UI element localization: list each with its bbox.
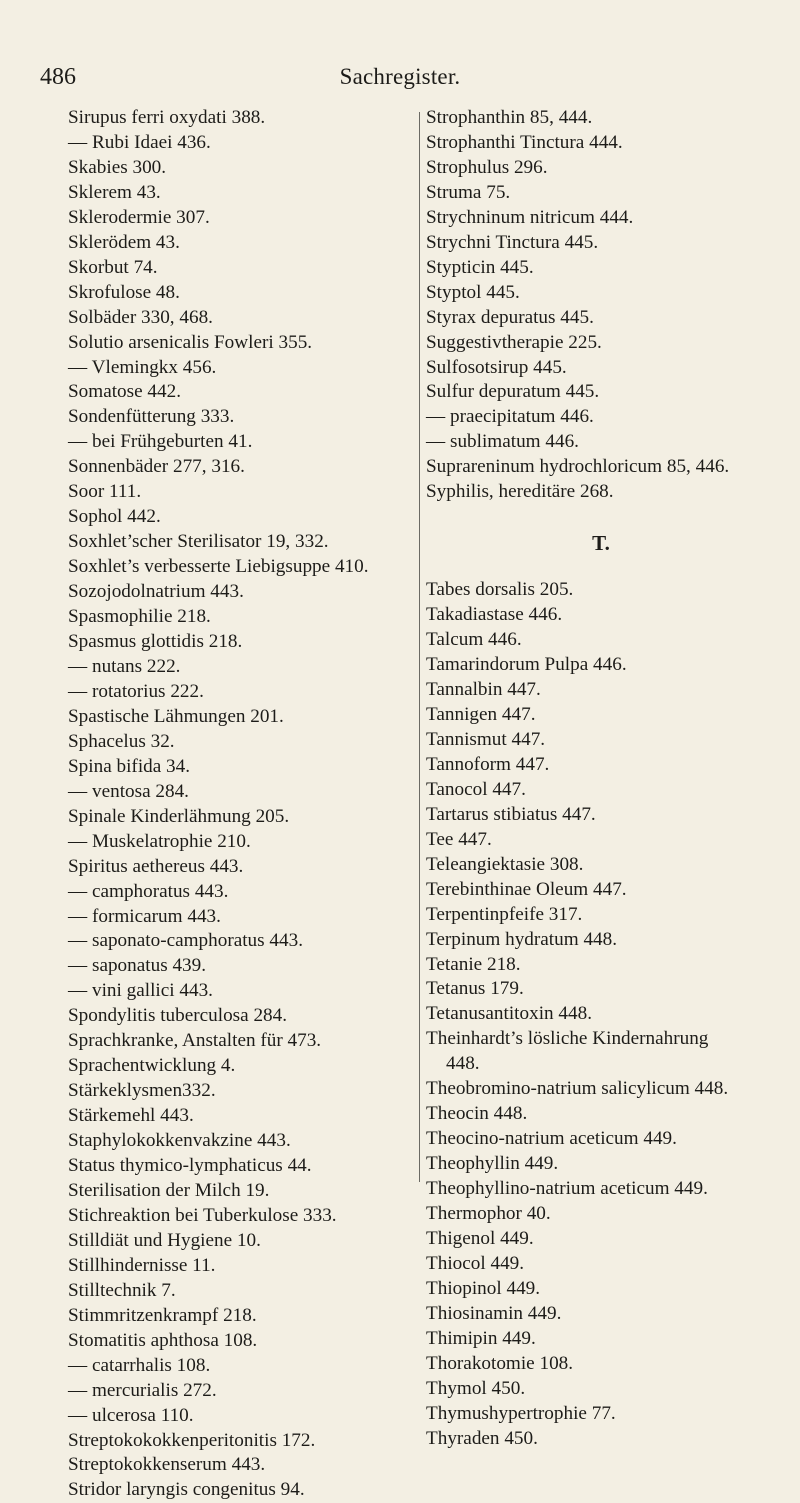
index-entry: Spiritus aethereus 443. <box>68 855 244 877</box>
index-entry: — nutans 222. <box>68 655 181 677</box>
index-entry: Stillhindernisse 11. <box>68 1254 216 1276</box>
index-entry: Thimipin 449. <box>426 1327 536 1349</box>
index-entry: — saponato-camphoratus 443. <box>68 930 303 952</box>
index-entry: — bei Frühgeburten 41. <box>68 431 253 453</box>
index-entry: Sirupus ferri oxydati 388. <box>68 107 266 128</box>
index-entry: Soxhlet’s verbesserte Liebigsuppe 410. <box>68 556 369 578</box>
index-entry: Skorbut 74. <box>68 256 158 278</box>
index-entry: Spondylitis tuberculosa 284. <box>68 1005 288 1027</box>
index-entry: Thymushypertrophie 77. <box>426 1402 616 1424</box>
index-entry: Spinale Kinderlähmung 205. <box>68 805 290 827</box>
index-entry: Theophyllin 449. <box>426 1153 559 1175</box>
index-entry: Sklerödem 43. <box>68 231 180 253</box>
index-entry: Sprachkranke, Anstalten für 473. <box>68 1030 322 1052</box>
index-entry: Terpinum hydratum 448. <box>426 928 618 950</box>
index-entry: — sublimatum 446. <box>426 431 579 453</box>
index-entry: Spastische Lähmungen 201. <box>68 705 284 727</box>
index-entry: Stilltechnik 7. <box>68 1279 176 1301</box>
index-entry: Stichreaktion bei Tuberkulose 333. <box>68 1204 337 1226</box>
index-entry: Tannismut 447. <box>426 728 546 750</box>
index-entry: Solutio arsenicalis Fowleri 355. <box>68 331 313 353</box>
index-entry: Tabes dorsalis 205. <box>426 579 574 601</box>
index-entry: Sonnenbäder 277, 316. <box>68 456 245 478</box>
index-entry: Tanocol 447. <box>426 778 526 800</box>
index-entry: — Rubi Idaei 436. <box>68 131 211 153</box>
index-entry: Sulfosotsirup 445. <box>426 356 567 378</box>
index-entry: Tetanusantitoxin 448. <box>426 1003 592 1025</box>
index-entry: Tamarindorum Pulpa 446. <box>426 654 627 676</box>
index-entry: Syphilis, hereditäre 268. <box>426 481 614 503</box>
index-entry: Styrax depuratus 445. <box>426 306 594 328</box>
index-entry: Solbäder 330, 468. <box>68 306 213 328</box>
index-entry: Skabies 300. <box>68 156 167 178</box>
index-group-t <box>426 578 776 1451</box>
index-entry: — ventosa 284. <box>68 780 189 802</box>
index-entry: Tetanie 218. <box>426 953 521 975</box>
index-entry: Sulfur depuratum 445. <box>426 381 600 403</box>
index-entry: Tetanus 179. <box>426 978 524 1000</box>
page-number: 486 <box>40 64 76 90</box>
index-entry: — camphoratus 443. <box>68 880 229 902</box>
index-entry: — rotatorius 222. <box>68 680 204 702</box>
index-entry: Stridor laryngis congenitus 94. <box>68 1479 305 1501</box>
running-title: Sachregister. <box>339 64 461 89</box>
index-entry: Thiosinamin 449. <box>426 1302 562 1324</box>
index-entry: Tannoform 447. <box>426 753 550 775</box>
index-entry: Stimmritzenkrampf 218. <box>68 1304 257 1326</box>
index-entry: Strophanthi Tinctura 444. <box>426 131 623 153</box>
index-entry: — mercurialis 272. <box>68 1379 217 1401</box>
index-entry: Sterilisation der Milch 19. <box>68 1179 270 1201</box>
index-entry: Tartarus stibiatus 447. <box>426 803 596 825</box>
index-entry: Theinhardt’s lösliche Kindernahrung <box>426 1028 709 1050</box>
column-divider <box>419 112 420 1182</box>
index-entry: Soxhlet’scher Sterilisator 19, 332. <box>68 531 329 553</box>
index-entry: Terebinthinae Oleum 447. <box>426 878 627 900</box>
index-entry: Terpentinpfeife 317. <box>426 903 583 925</box>
index-entry: Thymol 450. <box>426 1377 526 1399</box>
index-entry: — ulcerosa 110. <box>68 1404 194 1426</box>
index-entry: Theocin 448. <box>426 1103 528 1125</box>
index-entry: Sphacelus 32. <box>68 730 175 752</box>
index-entry: Stomatitis aphthosa 108. <box>68 1329 258 1351</box>
index-entry: Spasmophilie 218. <box>68 606 211 628</box>
index-entry: — formicarum 443. <box>68 905 221 927</box>
index-entry: Strychninum nitricum 444. <box>426 206 634 228</box>
index-entry: Sophol 442. <box>68 506 161 528</box>
index-entry: Soor 111. <box>68 481 142 503</box>
index-entry: — catarrhalis 108. <box>68 1354 211 1376</box>
index-entry: Tannigen 447. <box>426 703 536 725</box>
index-entry: Thorakotomie 108. <box>426 1352 574 1374</box>
index-entry: Status thymico-lymphaticus 44. <box>68 1155 312 1177</box>
index-entry: Spina bifida 34. <box>68 755 191 777</box>
index-entry: Suggestivtherapie 225. <box>426 331 602 353</box>
index-entry: Thyraden 450. <box>426 1427 538 1449</box>
index-entry: — praecipitatum 446. <box>426 406 594 428</box>
index-entry: Streptokokkenserum 443. <box>68 1454 266 1476</box>
index-entry: Sklerodermie 307. <box>68 206 210 228</box>
index-entry: Strychni Tinctura 445. <box>426 231 599 253</box>
index-entry: Spasmus glottidis 218. <box>68 631 243 653</box>
index-entry: Teleangiektasie 308. <box>426 853 584 875</box>
index-entry: Thermophor 40. <box>426 1203 551 1225</box>
index-entry: Staphylokokkenvakzine 443. <box>68 1130 291 1152</box>
index-entry: Stilldiät und Hygiene 10. <box>68 1229 261 1251</box>
index-entry: Struma 75. <box>426 181 511 203</box>
index-entry: Theobromino-natrium salicylicum 448. <box>426 1078 729 1100</box>
index-entry: Theocino-natrium aceticum 449. <box>426 1128 677 1150</box>
index-entry: Skrofulose 48. <box>68 281 180 303</box>
index-group-s <box>426 106 776 505</box>
index-entry: Takadiastase 446. <box>426 604 563 626</box>
index-column-right <box>426 106 776 1452</box>
index-entry: Suprareninum hydrochloricum 85, 446. <box>426 456 730 478</box>
index-entry: Thigenol 449. <box>426 1227 534 1249</box>
index-entry: Thiocol 449. <box>426 1252 525 1274</box>
index-column-left <box>68 106 418 1503</box>
index-entry: Thiopinol 449. <box>426 1277 541 1299</box>
index-entry: Styptol 445. <box>426 281 520 303</box>
index-entry: Sklerem 43. <box>68 181 161 203</box>
index-entry: Stärkeklysmen332. <box>68 1080 216 1102</box>
index-entry: Somatose 442. <box>68 381 181 403</box>
index-entry: Stypticin 445. <box>426 256 534 278</box>
index-entry: Tannalbin 447. <box>426 679 541 701</box>
index-entry: — saponatus 439. <box>68 955 207 977</box>
index-entry: Theophyllino-natrium aceticum 449. <box>426 1178 708 1200</box>
section-heading-t: T. <box>592 531 610 556</box>
index-entry: 448. <box>446 1053 480 1075</box>
index-entry: — Vlemingkx 456. <box>68 356 217 378</box>
index-entry: — vini gallici 443. <box>68 980 213 1002</box>
index-entry: Tee 447. <box>426 828 492 850</box>
index-entry: Sozojodolnatrium 443. <box>68 581 244 603</box>
index-entry: Stärkemehl 443. <box>68 1105 194 1127</box>
index-entry: Streptokokokkenperitonitis 172. <box>68 1429 316 1451</box>
index-entry: Sprachentwicklung 4. <box>68 1055 236 1077</box>
index-entry: — Muskelatrophie 210. <box>68 830 251 852</box>
index-entry: Sondenfütterung 333. <box>68 406 235 428</box>
page-header <box>0 64 800 96</box>
index-entry: Talcum 446. <box>426 629 522 651</box>
index-entry: Strophanthin 85, 444. <box>426 107 593 128</box>
index-entry: Strophulus 296. <box>426 156 548 178</box>
